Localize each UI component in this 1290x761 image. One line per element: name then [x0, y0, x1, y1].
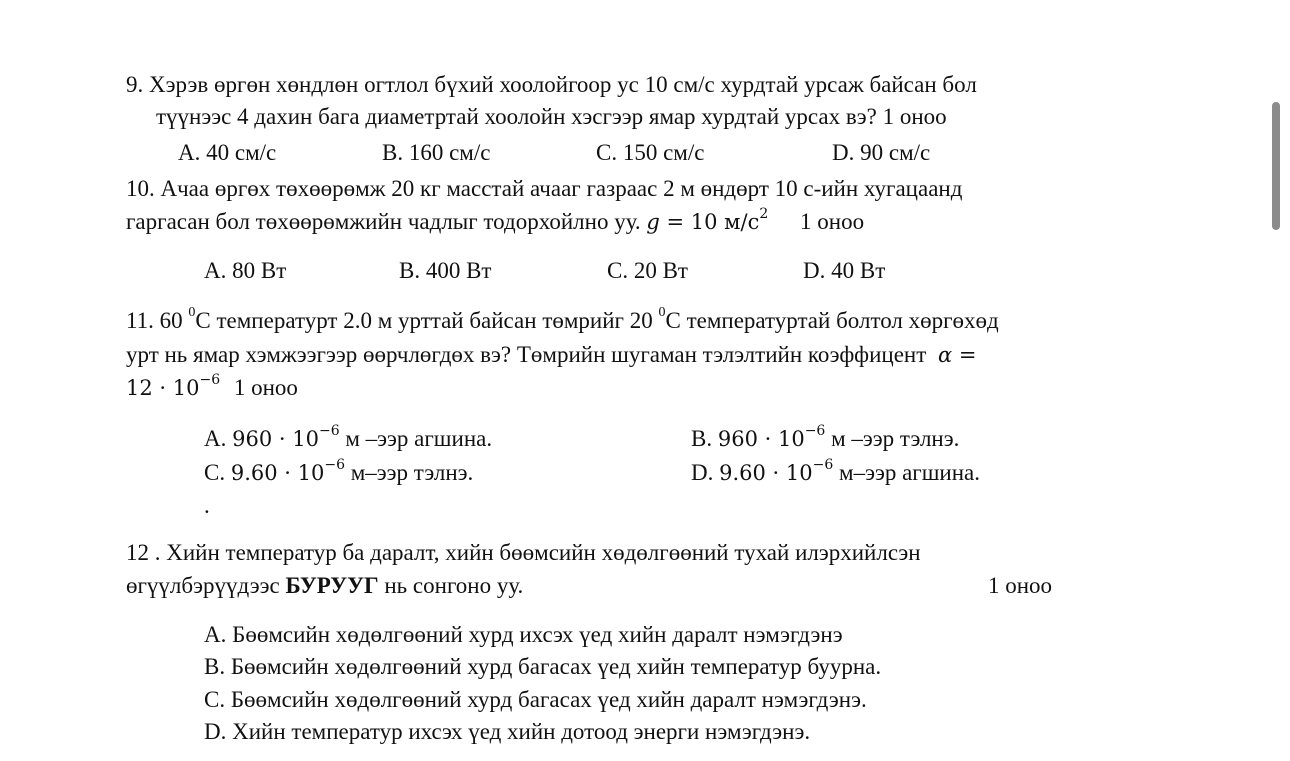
q10-formula-var: g — [646, 210, 660, 234]
q11-option-c-label: C. — [204, 460, 231, 485]
q11-option-c-tail: м–ээр тэлнэ. — [345, 460, 474, 485]
q11-option-a — [204, 423, 492, 455]
q11-option-c-exp: −6 — [324, 457, 345, 473]
q11-option-c-math — [230, 457, 345, 485]
q12-emphasis: БУРУУГ — [285, 573, 379, 598]
q11-option-a-exp: −6 — [318, 423, 340, 439]
q12-option-b: B. Бөөмсийн хөдөлгөөний хурд багасах үед хийн температур буурна. — [204, 654, 882, 679]
q11-line-1-part-c: C температуртай болтол хөргөхөд — [665, 308, 999, 333]
q11-alpha — [938, 343, 976, 367]
q11-alpha-symbol: α = — [938, 343, 977, 367]
q12-points: 1 оноо — [988, 573, 1053, 598]
q10-formula — [646, 206, 769, 234]
q12-option-d: D. Хийн температур ихсэх үед хийн дотоод энерги нэмэгдэнэ. — [204, 719, 811, 744]
q11-stray-dot: . — [204, 493, 210, 518]
q11-option-d-tail: м–ээр агшина. — [833, 460, 981, 485]
q10-line-2-text: гаргасан бол төхөөрөмжийн чадлыг тодорхойлно уу. — [126, 209, 641, 234]
q11-line-2 — [126, 339, 976, 371]
q11-coefficient-exp: −6 — [199, 372, 221, 388]
q9-option-b: B. 160 см/с — [382, 140, 491, 165]
q11-option-d-label: D. — [691, 460, 720, 485]
q11-option-b-tail: м –ээр тэлнэ. — [825, 426, 960, 451]
q9-option-c: C. 150 см/с — [596, 140, 705, 165]
q10-option-c: C. 20 Вт — [607, 258, 688, 283]
q11-option-d-math — [719, 457, 834, 485]
vertical-scrollbar-thumb[interactable] — [1272, 102, 1280, 230]
q11-option-a-label: A. — [204, 426, 233, 451]
q11-line-1-part-b: C температурт 2.0 м урттай байсан төмрийг 20 — [195, 308, 659, 333]
q11-line-3 — [126, 372, 298, 404]
q11-degree-1: 0 — [188, 305, 196, 321]
q11-line-1-part-a: 11. 60 — [126, 308, 189, 333]
q11-points: 1 оноо — [233, 375, 298, 400]
q11-option-a-tail: м –ээр агшина. — [339, 426, 493, 451]
q11-line-2-text: урт нь ямар хэмжээгээр өөрчлөгдөх вэ? Төмрийн шугаман тэлэлтийн коэффицент — [126, 342, 927, 367]
q11-option-c — [204, 457, 473, 489]
q11-option-a-num: 960 · 10 — [232, 427, 319, 451]
q10-option-d: D. 40 Вт — [803, 258, 886, 283]
q12-option-c: C. Бөөмсийн хөдөлгөөний хурд багасах үед хийн даралт нэмэгдэнэ. — [204, 687, 867, 712]
q12-option-a: A. Бөөмсийн хөдөлгөөний хурд ихсэх үед хийн даралт нэмэгдэнэ — [204, 622, 843, 647]
q11-option-b-label: B. — [691, 426, 718, 451]
q12-line-1: 12 . Хийн температур ба даралт, хийн бөөмсийн хөдөлгөөний тухай илэрхийлсэн — [126, 540, 921, 565]
q9-option-a: A. 40 см/с — [178, 140, 277, 165]
q10-points: 1 оноо — [800, 209, 865, 234]
q11-degree-2: 0 — [658, 305, 666, 321]
q12-line-2-pre: өгүүлбэрүүдээс — [126, 573, 286, 598]
q11-option-a-math — [232, 423, 340, 451]
q11-line-1 — [126, 305, 999, 337]
q11-option-d — [691, 457, 980, 489]
q10-option-b: B. 400 Вт — [399, 258, 492, 283]
q9-option-d: D. 90 см/с — [832, 140, 931, 165]
q9-line-2: түүнээс 4 дахин бага диаметртай хоолойн хэсгээр ямар хурдтай урсах вэ? 1 оноо — [156, 104, 947, 129]
q12-line-2-post: нь сонгоно уу. — [378, 573, 524, 598]
q11-option-c-num: 9.60 · 10 — [230, 461, 325, 485]
q9-line-1: 9. Хэрэв өргөн хөндлөн огтлол бүхий хоолойгоор ус 10 см/с хурдтай урсаж байсан бол — [126, 72, 977, 97]
q10-line-2 — [126, 206, 864, 238]
q10-line-1: 10. Ачаа өргөх төхөөрөмж 20 кг масстай ачааг газраас 2 м өндөрт 10 с-ийн хугацаанд — [126, 176, 963, 201]
q10-formula-eq: = 10 м/с — [659, 210, 760, 234]
q10-option-a: A. 80 Вт — [204, 258, 287, 283]
q11-coefficient — [126, 372, 221, 400]
q10-formula-exp: 2 — [759, 206, 769, 222]
q11-coefficient-value: 12 · 10 — [126, 376, 200, 400]
q11-option-b-exp: −6 — [804, 423, 826, 439]
q11-option-b-num: 960 · 10 — [717, 427, 805, 451]
q11-option-b — [691, 423, 959, 455]
q12-line-2 — [126, 570, 523, 602]
q11-option-d-exp: −6 — [812, 457, 834, 473]
q11-option-d-num: 9.60 · 10 — [719, 461, 813, 485]
q11-option-b-math — [717, 423, 826, 451]
